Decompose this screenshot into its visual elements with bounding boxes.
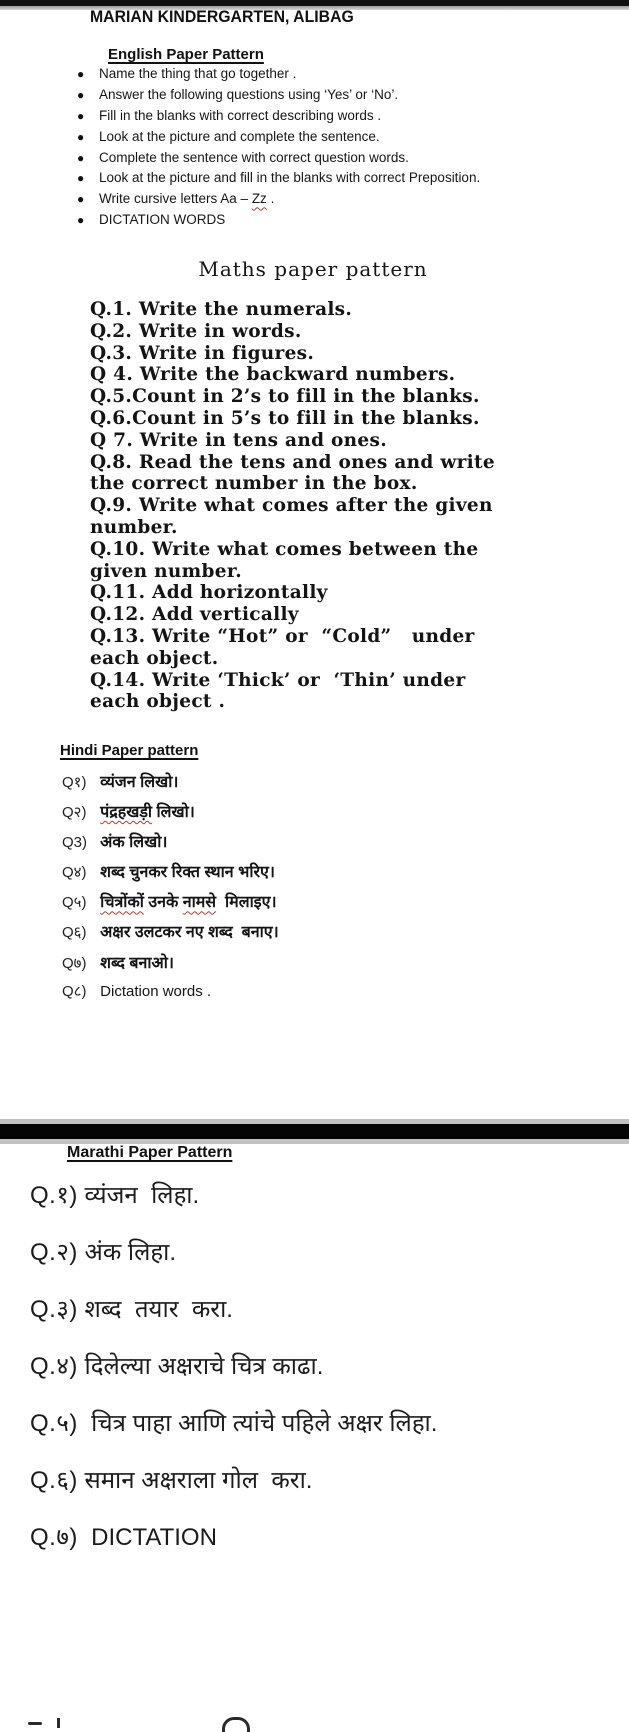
bullet-icon: ● [77,192,85,207]
misspelled-word: नामसे [182,894,217,912]
marathi-question [30,1178,437,1235]
question-text-rest: लिखो। [152,804,195,822]
page-break-bar [0,1124,629,1139]
misspelled-word: पंद्रहखड़ी [100,804,153,822]
list-item [77,64,597,85]
hindi-question [62,860,279,890]
maths-line: Q.12. Add vertically [90,604,299,626]
english-bullet-list [77,64,597,231]
list-item-text: Name the thing that go together . [99,66,297,81]
maths-line: Q.11. Add horizontally [90,582,328,604]
question-number: Q.४) [30,1353,78,1380]
question-number: Q४) [62,864,87,882]
clipped-line-fragment [222,1717,250,1732]
marathi-question [30,1349,437,1406]
bullet-icon: ● [77,129,85,144]
question-text: DICTATION [84,1524,217,1551]
hindi-question [62,981,279,1011]
list-item-text: Complete the sentence with correct question words. [99,149,409,165]
bullet-icon: ● [77,67,85,81]
list-item [77,85,597,106]
question-text: शब्द चुनकर रिक्त स्थान भरिए। [100,864,275,882]
question-number: Q६) [62,924,87,942]
clipped-line-fragment [28,1722,42,1725]
maths-line: Q.3. Write in figures. [90,342,315,364]
hindi-question [62,830,279,860]
question-number: Q१) [62,774,87,791]
list-item-cursive-letters [77,189,597,210]
maths-line: Q.5.Count in 2’s to fill in the blanks. [90,386,480,408]
bullet-icon: ● [77,108,85,123]
hindi-question-list [62,770,279,1011]
question-text: शब्द तयार करा. [84,1296,233,1323]
question-text: व्यंजन लिहा. [84,1182,200,1209]
bullet-icon: ● [77,87,85,102]
question-number: Q८) [62,982,87,1000]
question-number: Q.७) [30,1524,78,1551]
question-text: दिलेल्या अक्षराचे चित्र काढा. [84,1353,324,1380]
list-item-text: Answer the following questions using ‘Yes’ or ‘No’. [99,86,399,102]
question-text-mid: उनके [143,894,183,912]
list-item [77,148,597,169]
list-item-text: Look at the picture and fill in the blanks with correct Preposition. [99,170,481,186]
maths-line: Q.1. Write the numerals. [90,299,353,320]
bullet-icon: ● [77,213,85,228]
question-text: Dictation words . [100,982,212,1000]
bullet-icon: ● [77,171,85,186]
maths-line: Q.2. Write in words. [90,320,302,342]
maths-line: the correct number in the box. [90,473,418,495]
question-text: समान अक्षराला गोल करा. [84,1467,313,1494]
list-item-text: DICTATION WORDS [99,212,226,228]
question-text: अंक लिहा. [84,1239,177,1266]
question-text: व्यंजन लिखो। [100,774,179,791]
marathi-question [30,1520,437,1577]
misspelled-word: Zz [251,191,267,207]
question-text: अंक लिखो। [100,834,168,852]
hindi-section-heading: Hindi Paper pattern [60,742,199,759]
question-text: चित्र पाहा आणि त्यांचे पहिले अक्षर लिहा. [84,1410,438,1437]
marathi-question [30,1235,437,1292]
hindi-question [62,951,279,981]
hindi-question [62,920,279,950]
list-item-text: Fill in the blanks with correct describing words . [99,107,382,123]
maths-line: Q 4. Write the backward numbers. [90,364,456,386]
marathi-question [30,1406,437,1463]
question-text-rest: मिलाइए। [216,894,277,912]
maths-line: each object . [90,691,226,713]
question-text: अक्षर उलटकर नए शब्द बनाए। [100,924,279,942]
maths-line: Q 7. Write in tens and ones. [90,429,387,451]
hindi-question [62,890,279,920]
cursive-text-post: . [266,191,275,207]
misspelled-word: चित्रोंकों [100,894,144,912]
question-number: Q.१) [30,1182,78,1209]
maths-line: Q.10. Write what comes between the [90,538,479,560]
marathi-question-list [30,1178,437,1577]
maths-line: number. [90,516,178,538]
maths-line: Q.9. Write what comes after the given [90,495,493,517]
list-item [77,210,597,231]
question-number: Q.५) [30,1410,78,1437]
list-item-text [99,189,274,208]
hindi-question [62,800,279,830]
question-text [100,804,195,821]
cursive-text-pre: Write cursive letters Aa – [99,191,252,207]
question-number: Q.६) [30,1467,78,1494]
list-item-text: Look at the picture and complete the sentence. [99,128,380,144]
clipped-line-fragment [57,1718,64,1728]
english-section-heading: English Paper Pattern [108,46,264,63]
list-item [77,127,597,148]
question-number: Q3) [62,834,88,852]
question-number: Q२) [62,804,87,822]
question-number: Q.२) [30,1239,78,1266]
maths-line: Q.8. Read the tens and ones and write [90,451,495,473]
maths-line: each object. [90,647,219,669]
list-item [77,168,597,189]
page-title: MARIAN KINDERGARTEN, ALIBAG [90,7,354,26]
maths-line: Q.6.Count in 5’s to fill in the blanks. [90,407,480,429]
question-number: Q५) [62,894,87,912]
maths-line: given number. [90,560,242,582]
question-text: शब्द बनाओ। [100,954,174,972]
question-number: Q.३) [30,1296,78,1323]
hindi-question [62,770,279,800]
marathi-question [30,1463,437,1520]
marathi-question [30,1292,437,1349]
list-item [77,106,597,127]
question-text [100,894,276,911]
marathi-section-heading: Marathi Paper Pattern [67,1144,233,1161]
maths-question-list [90,299,590,713]
maths-line: Q.14. Write ‘Thick’ or ‘Thin’ under [90,669,466,691]
maths-line: Q.13. Write “Hot” or “Cold” under [90,625,475,647]
bullet-icon: ● [77,150,85,165]
maths-section-heading: Maths paper pattern [198,257,428,281]
question-number: Q७) [62,954,87,972]
